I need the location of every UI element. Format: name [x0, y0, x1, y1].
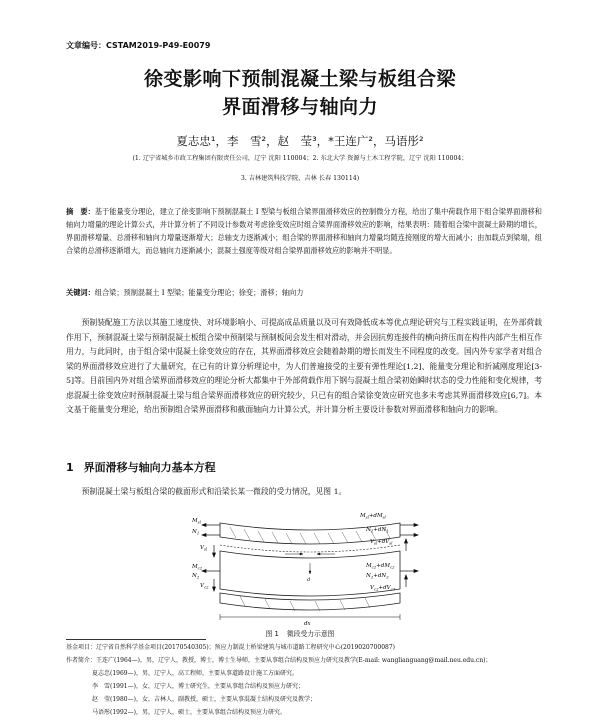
label-mid: d [307, 577, 311, 583]
footnote-author-label: 作者简介： [66, 657, 97, 664]
author-list: 夏志忠¹，李 雪²，赵 莹³，*王连广²，马语彤² [176, 134, 424, 148]
affiliation-line-2: 3. 吉林建筑科技学院，吉林 长春 130114) [240, 175, 360, 182]
label-m-bot-right: $M_{c2}+dM_{c2}$ [366, 563, 395, 570]
footnote-author-main-text: 王连广(1964—)，男，辽宁人，教授，博士，博士生导师，主要从事组合结构及预应力研究及教学(E-mail: wanglianguang@mail.neu.edu.cn)； [96, 657, 492, 664]
section-title: 界面滑移与轴向力基本方程 [83, 461, 216, 474]
paper-title-line-2: 界面滑移与轴向力 [221, 96, 378, 118]
label-n-bot-right: $N_2+dN_2$ [366, 573, 389, 580]
section-number: 1 [66, 461, 74, 474]
footnote-author-5: 马语彤(1992—)，男，辽宁人，硕士，主要从事组合结构及预应力研究。 [92, 709, 286, 716]
label-n-bot-left: $N_2$ [192, 573, 200, 580]
keywords-block [66, 288, 542, 298]
label-v-top-right: $V_{sl}+dV_{sl}$ [370, 539, 393, 546]
article-number: 文章编号：CSTAM2019-P49-E0079 [66, 41, 211, 50]
section-1-heading [66, 459, 216, 475]
dx-dimension [220, 614, 400, 620]
section-1-paragraph: 预制混凝土梁与板组合梁的截面形式和沿梁长某一微段的受力情况，见图 1。 [81, 487, 347, 496]
affiliation-line-1: (1. 辽宁省城乡市政工程集团有限责任公司，辽宁 沈阳 110004；2. 东北大学 资源与土木工程学院，辽宁 沈阳 110004； [132, 155, 468, 162]
label-dx: dx [304, 621, 311, 627]
bottom-flange [220, 593, 400, 610]
label-v-bot-left: $V_{c2}$ [200, 583, 209, 590]
figure-number: 图 1 [265, 630, 279, 638]
footnote-author-main [66, 657, 542, 665]
label-v-top-left: $V_{sl}$ [200, 545, 208, 552]
footnote-author-4: 赵 莹(1980—)，女，吉林人，副教授，硕士，主要从事混凝土结构及研究及教学； [92, 696, 316, 703]
abstract-block [66, 205, 542, 257]
label-m-bot-left: $M_{c2}$ [192, 564, 203, 571]
footnote-author-3: 李 雪(1991—)，女，辽宁人，博士研究生，主要从事组合结构及预应力研究； [92, 683, 304, 690]
label-v-bot-right: $V_{c2}+dV_{c2}$ [370, 585, 396, 592]
abstract-label: 摘 要： [66, 207, 95, 216]
footnote-author-2: 夏志忠(1969—)，男，辽宁人，高工程师，主要从事道路设计施工方面研究。 [92, 670, 298, 677]
paper-title-line-1: 徐变影响下预制混凝土梁与板组合梁 [143, 68, 456, 90]
beam-interface [220, 545, 400, 552]
keywords-label: 关键词： [66, 288, 95, 297]
label-m-top-left: $M_{sl}$ [192, 518, 201, 525]
figure-caption-text: 微段受力示意图 [286, 630, 335, 638]
figure-caption [0, 628, 600, 638]
beam-element-diagram [190, 505, 430, 627]
label-n-top-left: $N_1$ [192, 529, 200, 536]
label-n-top-right: $N_1+dN_1$ [366, 527, 389, 534]
keywords-text: 组合梁；预制混凝土 I 型梁；能量变分理论；徐变；滑移；轴向力 [94, 288, 304, 297]
footnote-rule [66, 639, 206, 640]
interface-shear-arrows [285, 553, 335, 574]
intro-paragraph: 预制装配施工方法以其施工速度快、对环境影响小、可提高成品质量以及可有效降低成本等优点理论研究与工程实践证明，在外部荷载作用下，预制混凝土梁与预制混凝土板组合梁中预制梁与预制板间会发生相对滑动，并会因抗剪连接件的横向挤压而在构件内部产生相互作用力，与此同时，由于组合梁中混凝土徐变效应的存在，其界面滑移效应会随着龄期的增长而发生不同程度的改变。国内外专家学者对组合梁的界面滑移效应进行了大量研究，在已有的计算分析理论中，为人们普遍接受的主要有弹性理论[1,2]、能量变分理论和折减刚度理论[3-5]等。目前国内外对组合梁界面滑移效应的理论分析大都集中于外部荷载作用下钢与混凝土组合梁初始瞬时状态的受力性能和变化规律，考虑混凝土徐变效应时预制混凝土梁与组合梁界面滑移效应的研究较少，只已有的组合梁徐变效应研究也多未考虑其界面滑移效应[6,7]。本文基于能量变分理论，给出预制组合梁界面滑移和截面轴向力计算公式，并计算分析主要设计参数对界面滑移和轴向力的影响。 [66, 318, 542, 414]
abstract-text: 基于能量变分理论，建立了徐变影响下预制混凝土 I 型梁与板组合梁界面滑移效应的控制微分方程，给出了集中荷载作用下组合梁界面滑移和轴向力增量的理论计算公式，并计算分析了不同设计参数对考虑徐变效应时组合梁界面滑移效应的影响，结果表明：随着组合梁中混凝土龄期的增长，界面滑移增量、总滑移和轴向力增量逐渐增大；总轴支力逐渐减小；组合梁的界面滑移和轴向力增量均随连接刚度的增大而减小；由加载点到梁端，组合梁的总滑移逐渐增大，而总轴向力逐渐减小；混凝土强度等级对组合梁界面滑移效应的影响并不明显。 [66, 207, 542, 255]
force-arrows-left [202, 524, 220, 592]
label-m-top-right: $M_{sl}+dM_{sl}$ [360, 513, 386, 520]
force-arrows-right [400, 524, 418, 588]
footnote-fund: 基金项目：辽宁省自然科学基金项目(20170540305)；预应力制混土桥梁建筑与城市道路工程研究中心(2019020700087) [66, 644, 395, 651]
